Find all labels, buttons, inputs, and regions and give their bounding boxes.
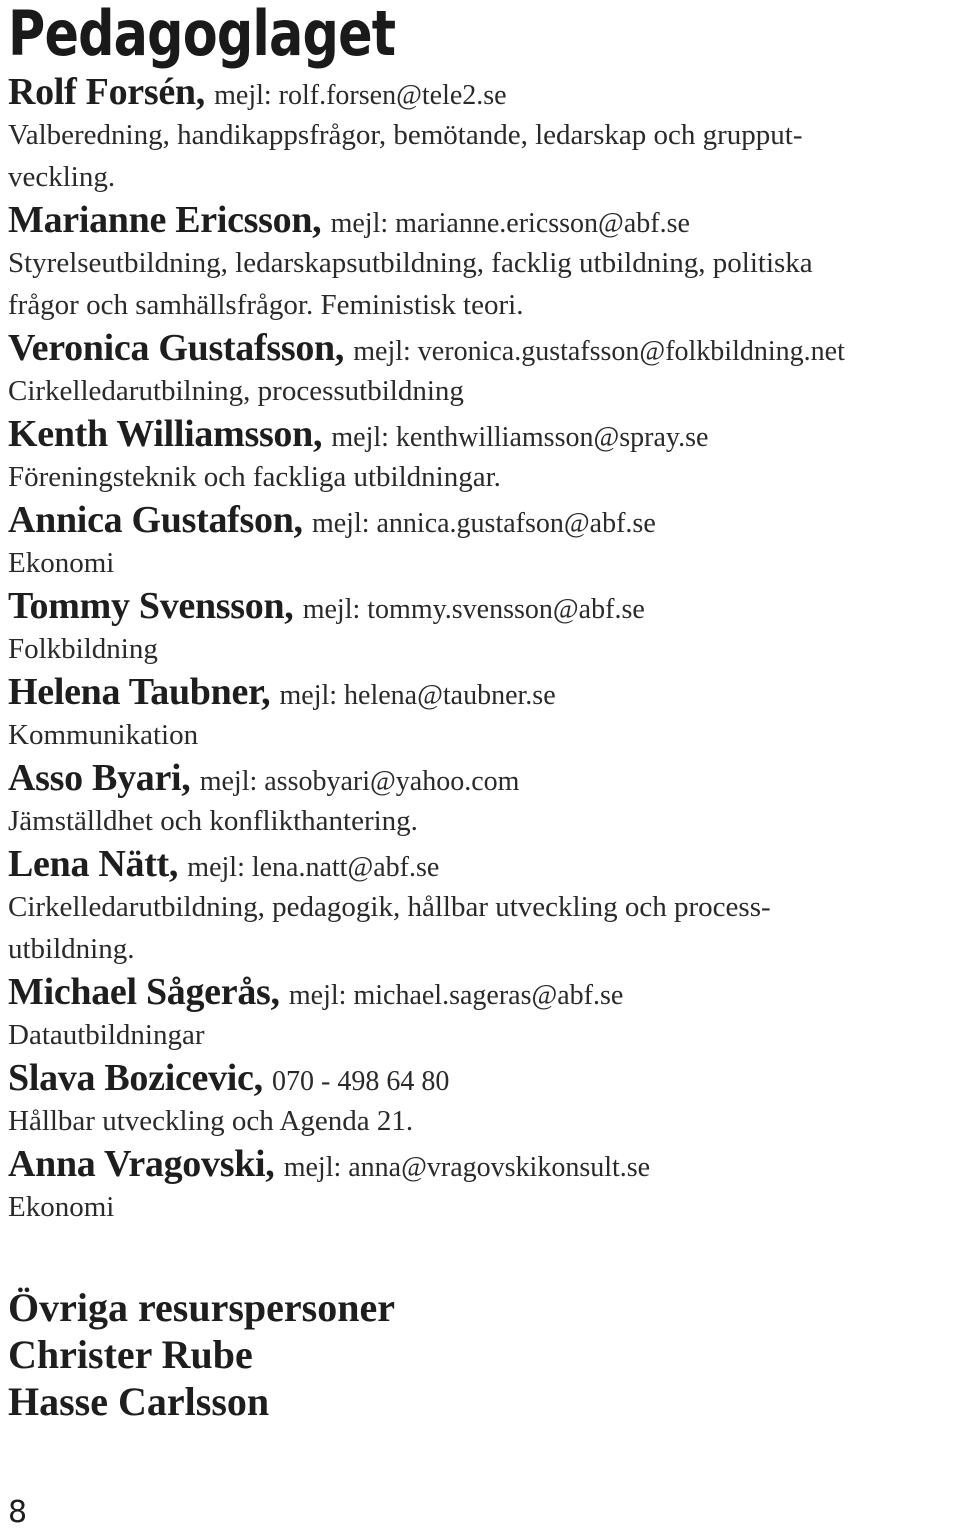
person-header [8, 970, 953, 1014]
person-description [8, 1014, 908, 1056]
person-description [8, 886, 908, 970]
person-description [8, 800, 908, 842]
person-contact: 070 - 498 64 80 [272, 1066, 450, 1097]
person-entry [8, 1142, 953, 1228]
person-header [8, 498, 953, 542]
description-line: Cirkelledarutbildning, pedagogik, hållbar utveckling och process- [8, 891, 771, 923]
person-header [8, 756, 953, 800]
description-line: Folkbildning [8, 633, 158, 665]
other-person-name: Christer Rube [8, 1332, 253, 1377]
page-title: Pedagoglaget [8, 0, 396, 70]
description-line: Ekonomi [8, 547, 115, 579]
person-description [8, 1100, 908, 1142]
person-description [8, 114, 908, 198]
person-contact: mejl: rolf.forsen@tele2.se [214, 80, 507, 111]
person-header [8, 842, 953, 886]
description-line: Cirkelledarutbilning, processutbildning [8, 375, 464, 407]
person-name: Tommy Svensson, [8, 585, 303, 627]
person-description [8, 456, 908, 498]
person-entry [8, 498, 953, 584]
person-description [8, 628, 908, 670]
person-contact: mejl: tommy.svensson@abf.se [302, 594, 645, 625]
page-number: 8 [8, 1495, 28, 1530]
person-name: Annica Gustafson, [8, 499, 312, 541]
person-entry [8, 670, 953, 756]
person-entry [8, 842, 953, 970]
person-entry [8, 412, 953, 498]
person-contact: mejl: annica.gustafson@abf.se [311, 508, 656, 539]
description-line: Hållbar utveckling och Agenda 21. [8, 1105, 414, 1137]
person-contact: mejl: anna@vragovskikonsult.se [283, 1152, 651, 1183]
person-header [8, 412, 953, 456]
description-line: Jämställdhet och konflikthantering. [8, 805, 418, 837]
person-contact: mejl: helena@taubner.se [279, 680, 556, 711]
other-resource-persons [8, 1284, 953, 1425]
person-name: Veronica Gustafsson, [8, 327, 354, 369]
description-line: frågor och samhällsfrågor. Feministisk teori. [8, 289, 524, 321]
person-description [8, 542, 908, 584]
person-header [8, 326, 953, 370]
person-contact: mejl: marianne.ericsson@abf.se [330, 208, 690, 239]
person-name: Lena Nätt, [8, 843, 188, 885]
person-header [8, 1142, 953, 1186]
person-name: Michael Sågerås, [8, 971, 289, 1013]
person-entry [8, 584, 953, 670]
description-line: Ekonomi [8, 1191, 115, 1223]
description-line: Datautbildningar [8, 1019, 205, 1051]
person-description [8, 714, 908, 756]
people-list [8, 70, 953, 1228]
person-header [8, 70, 953, 114]
description-line: Valberedning, handikappsfrågor, bemötande, ledarskap och grupput- [8, 119, 803, 151]
person-description [8, 1186, 908, 1228]
person-entry [8, 198, 953, 326]
person-contact: mejl: assobyari@yahoo.com [199, 766, 520, 797]
person-name: Anna Vragovski, [8, 1143, 284, 1185]
other-person-name: Hasse Carlsson [8, 1379, 270, 1424]
person-name: Slava Bozicevic, [8, 1057, 273, 1099]
person-contact: mejl: michael.sageras@abf.se [288, 980, 624, 1011]
person-name: Helena Taubner, [8, 671, 280, 713]
person-contact: mejl: lena.natt@abf.se [187, 852, 440, 883]
person-contact: mejl: veronica.gustafsson@folkbildning.net [353, 336, 845, 367]
description-line: utbildning. [8, 933, 135, 965]
person-header [8, 1056, 953, 1100]
person-header [8, 198, 953, 242]
person-header [8, 670, 953, 714]
person-name: Marianne Ericsson, [8, 199, 331, 241]
person-header [8, 584, 953, 628]
person-entry [8, 70, 953, 198]
person-name: Kenth Williamsson, [8, 413, 332, 455]
person-entry [8, 970, 953, 1056]
person-name: Rolf Forsén, [8, 71, 215, 113]
person-description [8, 370, 908, 412]
person-name: Asso Byari, [8, 757, 200, 799]
others-heading: Övriga resurspersoner [8, 1285, 395, 1330]
person-entry [8, 326, 953, 412]
person-entry [8, 1056, 953, 1142]
description-line: Föreningsteknik och fackliga utbildningar. [8, 461, 501, 493]
person-description [8, 242, 908, 326]
description-line: veckling. [8, 161, 116, 193]
person-contact: mejl: kenthwilliamsson@spray.se [331, 422, 709, 453]
description-line: Kommunikation [8, 719, 199, 751]
document-page [8, 0, 953, 1425]
person-entry [8, 756, 953, 842]
description-line: Styrelseutbildning, ledarskapsutbildning, facklig utbildning, politiska [8, 247, 813, 279]
